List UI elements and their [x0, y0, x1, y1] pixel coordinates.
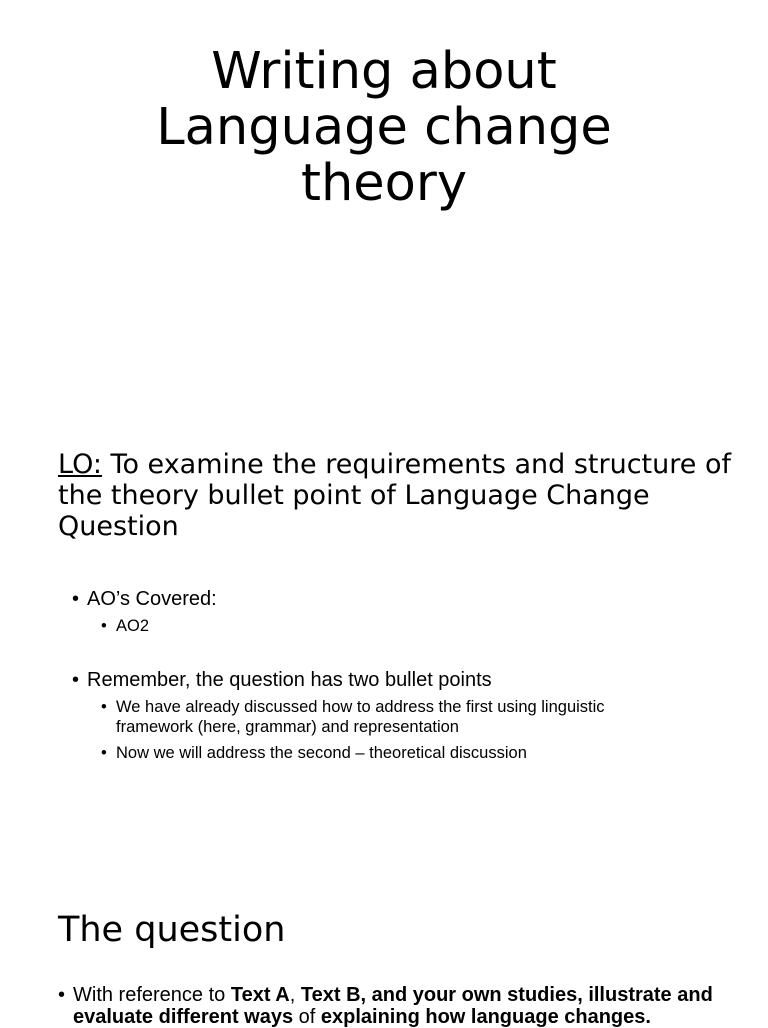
title-line-3: theory [300, 154, 468, 213]
bullet-dot: • [72, 588, 80, 610]
bullet-text: AO2 [116, 617, 150, 635]
bullet-text: Remember, the question has two bullet points [87, 669, 492, 691]
bullet-text: AO’s Covered: [87, 588, 217, 610]
bullet-dot: • [101, 698, 107, 716]
bullet-dot: • [101, 744, 107, 762]
sub-bullet-already-discussed [101, 697, 661, 737]
q-part-bold: Text A [230, 984, 290, 1006]
q-part-bold: explaining how language changes. [320, 1006, 651, 1028]
title-line-1: Writing about [211, 42, 557, 101]
slide-title [0, 44, 768, 212]
bullet-dot: • [101, 617, 107, 635]
sub-bullet-second [101, 743, 661, 763]
q-part: of [293, 1006, 321, 1028]
learning-objective [58, 449, 738, 542]
bullet-text: Now we will address the second – theoretical discussion [116, 744, 527, 762]
sub-bullet-ao2 [101, 616, 661, 636]
bullet-dot: • [72, 669, 80, 691]
title-line-2: Language change [156, 98, 612, 157]
question-bullet [58, 984, 738, 1028]
question-heading: The question [58, 910, 286, 950]
question-text [73, 984, 723, 1028]
q-part: , [289, 984, 301, 1006]
q-part: With reference to [73, 984, 231, 1006]
bullet-text: We have already discussed how to address the first using linguistic framework (here, grammar) and representation [116, 698, 605, 736]
q-part-bold: , and your own studies, illustrate and evaluate different ways [73, 984, 713, 1028]
bullet-aos-covered [72, 587, 217, 611]
q-part-bold: Text B [300, 984, 361, 1006]
lo-text: To examine the requirements and structure of the theory bullet point of Language Change Question [58, 449, 731, 542]
bullet-dot: • [58, 984, 66, 1006]
bullet-remember [72, 668, 492, 692]
lo-label: LO: [58, 449, 102, 480]
